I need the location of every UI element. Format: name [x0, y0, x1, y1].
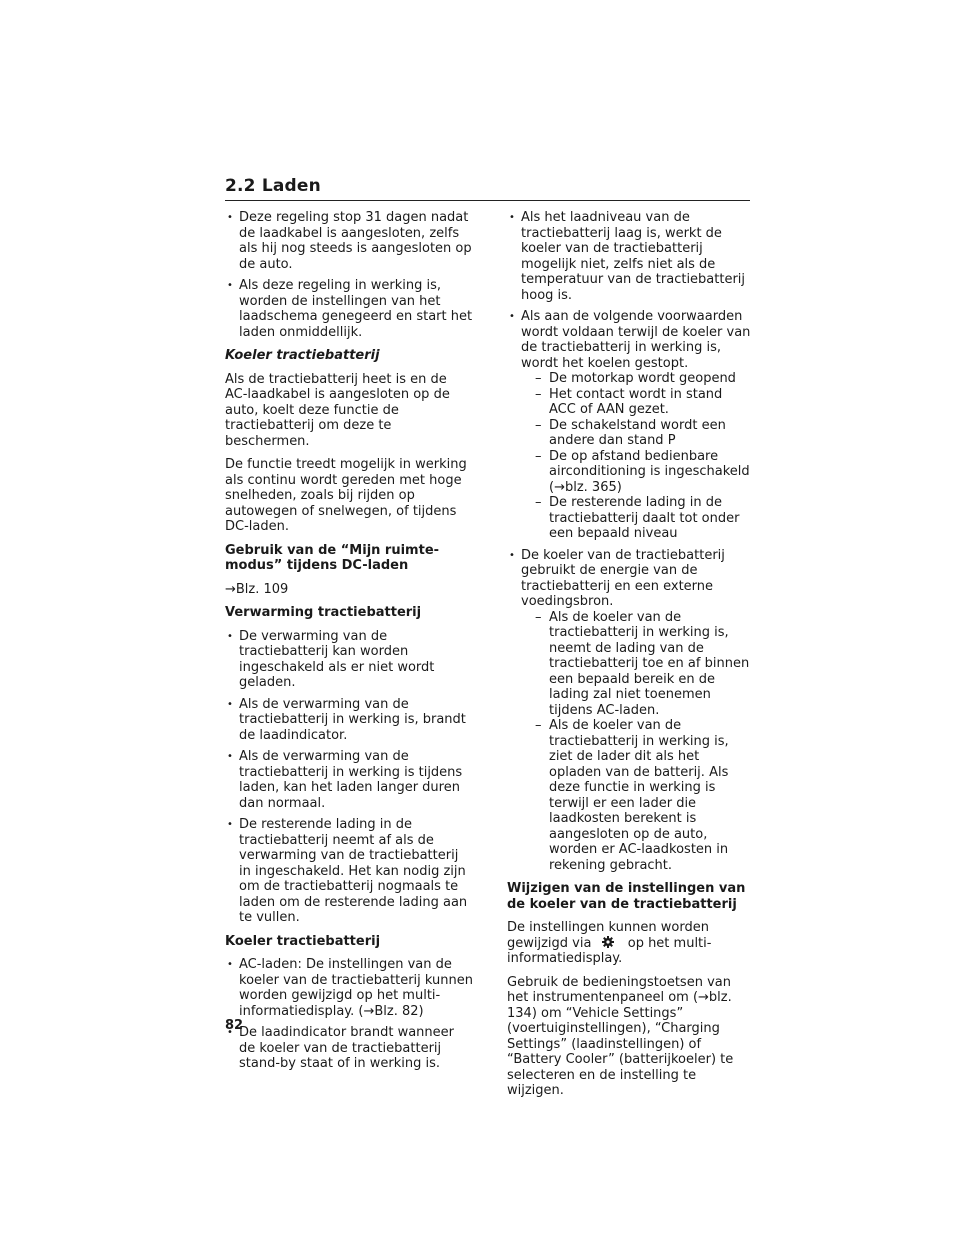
paragraph-text: op het multi-informatiedisplay. [507, 935, 712, 966]
heading-mijn-ruimte: Gebruik van de “Mijn ruimte-modus” tijdens DC-laden [225, 542, 440, 573]
sub-list-item: – De schakelstand wordt een andere dan stand P [521, 418, 752, 449]
list-item-text: De koeler van de tractiebatterij gebruikt de energie van de tractiebatterij en een externe voedingsbron. [521, 547, 725, 609]
page-reference-link[interactable]: →Blz. 109 [225, 581, 289, 597]
list-item: • De laadindicator brandt wanneer de koeler van de tractiebatterij stand-by staat of in werking is. [225, 1025, 473, 1072]
verwarming-bullet-list [225, 629, 473, 926]
list-item: • De resterende lading in de tractiebatterij neemt af als de verwarming van de tractiebatterij in ingeschakeld. Het kan nodig zijn om de tractiebatterij nogmaals te laden om de resterende lading aan te vullen. [225, 817, 473, 926]
gear-icon [602, 936, 614, 948]
list-item: • Als deze regeling in werking is, worden de instellingen van het laadschema genegeerd en start het laden onmiddellijk. [225, 278, 473, 340]
sub-list-item: – De motorkap wordt geopend [521, 371, 752, 387]
section-title: 2.2 Laden [225, 176, 321, 196]
heading-koeler-bold: Koeler tractiebatterij [225, 933, 381, 949]
list-item: • AC-laden: De instellingen van de koeler van de tractiebatterij kunnen worden gewijzigd op het multi-informatiedisplay. (→Blz. 82) [225, 957, 473, 1019]
list-item: • Als de verwarming van de tractiebatterij in werking is tijdens laden, kan het laden langer duren dan normaal. [225, 749, 473, 811]
list-item: • De verwarming van de tractiebatterij kan worden ingeschakeld als er niet wordt geladen. [225, 629, 473, 691]
paragraph-text: De instellingen kunnen worden gewijzigd via [507, 920, 709, 951]
heading-verwarming: Verwarming tractiebatterij [225, 605, 422, 620]
list-item [507, 548, 752, 874]
intro-bullet-list [225, 210, 473, 340]
list-item: • Als de verwarming van de tractiebatterij in werking is, brandt de laadindicator. [225, 697, 473, 744]
list-item-text: Als aan de volgende voorwaarden wordt voldaan terwijl de koeler van de tractiebatterij in werking is, wordt het koelen gestopt. [521, 309, 751, 371]
sub-list-item: – Het contact wordt in stand ACC of AAN gezet. [521, 387, 752, 418]
sub-list-item: – Als de koeler van de tractiebatterij in werking is, ziet de lader dit als het opladen van de batterij. Als deze functie in werking is terwijl er een lader die laadkosten berekent is aangesloten op de auto, worden er AC-laadkosten in rekening gebracht. [521, 718, 752, 873]
list-item [507, 309, 752, 542]
heading-wijzigen: Wijzigen van de instellingen van de koeler van de tractiebatterij [507, 881, 746, 912]
list-item: • Deze regeling stop 31 dagen nadat de laadkabel is aangesloten, zelfs als hij nog steeds is aangesloten op de auto. [225, 210, 473, 272]
left-column [225, 210, 473, 1080]
sub-list-item: – Als de koeler van de tractiebatterij in werking is, neemt de lading van de tractiebatterij toe en af binnen een bepaald bereik en de lading zal niet toenemen tijdens AC-laden. [521, 610, 752, 719]
paragraph: Gebruik de bedieningstoetsen van het instrumentenpaneel om (→blz. 134) om “Vehicle Settings” (voertuiginstellingen), “Charging Settings” (laadinstellingen) of “Battery Cooler” (batterijkoeler) te selecteren en de instelling te wijzigen. [507, 974, 734, 1098]
paragraph: Als de tractiebatterij heet is en de AC-laadkabel is aangesloten op de auto, koelt deze functie de tractiebatterij om deze te beschermen. [225, 371, 450, 449]
page-number: 82 [225, 1018, 244, 1033]
koeler-bullet-list [225, 957, 473, 1072]
list-item: • Als het laadniveau van de tractiebatterij laag is, werkt de koeler van de tractiebatterij mogelijk niet, zelfs niet als de temperatuur van de tractiebatterij hoog is. [507, 210, 752, 303]
conditions-bullet-list [507, 210, 752, 873]
sub-list-item: – De resterende lading in de tractiebatterij daalt tot onder een bepaald niveau [521, 495, 752, 542]
sub-list [521, 371, 752, 542]
right-column [507, 210, 752, 1107]
section-header [225, 176, 750, 201]
paragraph-settings-via [507, 920, 752, 967]
heading-koeler-italic: Koeler tractiebatterij [225, 348, 380, 363]
paragraph: De functie treedt mogelijk in werking als continu wordt gereden met hoge snelheden, zoals bij rijden op autowegen of snelwegen, of tijdens DC-laden. [225, 457, 467, 534]
sub-list-item: – De op afstand bedienbare airconditioning is ingeschakeld (→blz. 365) [521, 449, 752, 496]
sub-list [521, 610, 752, 874]
